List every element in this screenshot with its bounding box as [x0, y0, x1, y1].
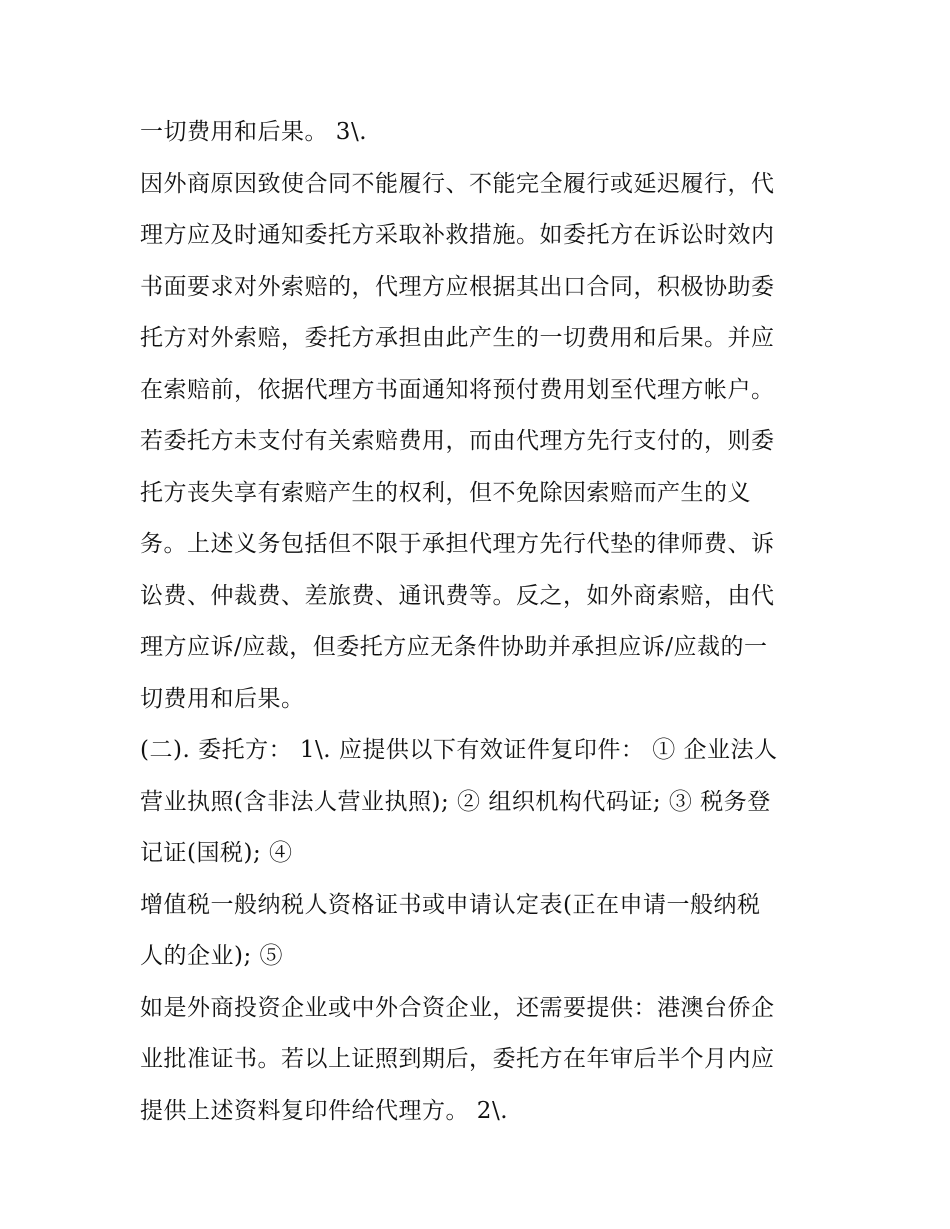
text-line: 业批准证书。若以上证照到期后，委托方在年审后半个月内应: [140, 1046, 775, 1072]
text-line: 书面要求对外索赔的，代理方应根据其出口合同，积极协助委: [140, 273, 775, 300]
text-line: 托方对外索赔，委托方承担由此产生的一切费用和后果。并应: [140, 325, 775, 351]
text-line: 人的企业); ⑤: [140, 943, 284, 969]
body-text: [140, 107, 830, 1137]
text-line: (二). 委托方： 1\. 应提供以下有效证件复印件： ① 企业法人: [140, 737, 778, 763]
text-line: 营业执照(含非法人营业执照); ② 组织机构代码证; ③ 税务登: [140, 788, 771, 815]
text-line: 提供上述资料复印件给代理方。 2\.: [140, 1097, 509, 1124]
text-line: 讼费、仲裁费、差旅费、通讯费等。反之，如外商索赔，由代: [140, 582, 775, 609]
text-line: 理方应诉/应裁，但委托方应无条件协助并承担应诉/应裁的一: [140, 634, 768, 660]
text-line: 在索赔前，依据代理方书面通知将预付费用划至代理方帐户。: [140, 376, 775, 403]
text-line: 务。上述义务包括但不限于承担代理方先行代垫的律师费、诉: [140, 531, 775, 557]
text-line: 托方丧失享有索赔产生的权利，但不免除因索赔而产生的义: [140, 479, 751, 506]
text-line: 增值税一般纳税人资格证书或申请认定表(正在申请一般纳税: [140, 891, 761, 918]
text-line: 因外商原因致使合同不能履行、不能完全履行或延迟履行，代: [140, 170, 775, 197]
text-line: 记证(国税); ④: [140, 840, 293, 866]
text-line: 理方应及时通知委托方采取补救措施。如委托方在诉讼时效内: [140, 222, 775, 248]
text-line: 一切费用和后果。 3\.: [140, 119, 368, 145]
text-line: 如是外商投资企业或中外合资企业，还需要提供：港澳台侨企: [140, 994, 775, 1021]
text-line: 若委托方未支付有关索赔费用，而由代理方先行支付的，则委: [140, 428, 775, 454]
text-line: 切费用和后果。: [140, 685, 305, 712]
